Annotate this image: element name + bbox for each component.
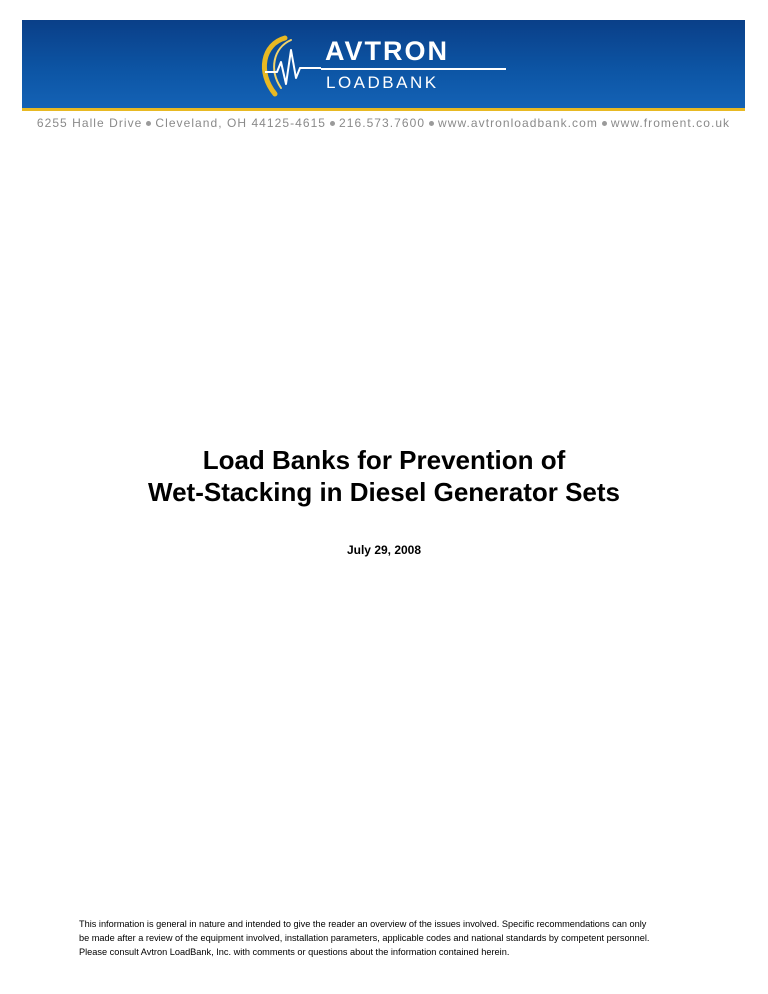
website-link[interactable]: www.avtronloadbank.com [438, 116, 598, 130]
phone-number: 216.573.7600 [339, 116, 426, 130]
logo-divider [321, 68, 506, 70]
street-address: 6255 Halle Drive [36, 116, 143, 130]
disclaimer-line-3: Please consult Avtron LoadBank, Inc. with comments or questions about the information contained herein. [79, 947, 510, 957]
separator-dot [602, 121, 607, 126]
city-address: Cleveland, OH 44125-4615 [155, 116, 327, 130]
disclaimer-line-1: This information is general in nature and intended to give the reader an overview of the issues involved. Specific recommendations can only [79, 919, 647, 929]
separator-dot [330, 121, 335, 126]
document-title [0, 444, 768, 508]
disclaimer-line-2: be made after a review of the equipment involved, installation parameters, applicable codes and national standards by competent personnel. [79, 933, 650, 943]
website-link-2[interactable]: www.froment.co.uk [610, 116, 731, 130]
logo-brand-text: AVTRON [325, 36, 449, 66]
title-line-1: Load Banks for Prevention of [202, 445, 566, 475]
disclaimer [79, 917, 719, 959]
separator-dot [429, 121, 434, 126]
logo-sub-text: LOADBANK [326, 73, 439, 92]
title-line-2: Wet-Stacking in Diesel Generator Sets [148, 477, 620, 507]
banner-accent-line [22, 108, 745, 111]
document-date: July 29, 2008 [346, 543, 422, 557]
waveform-swoosh-icon [255, 32, 325, 102]
avtron-logo [255, 32, 515, 102]
separator-dot [146, 121, 151, 126]
contact-line [22, 116, 745, 130]
